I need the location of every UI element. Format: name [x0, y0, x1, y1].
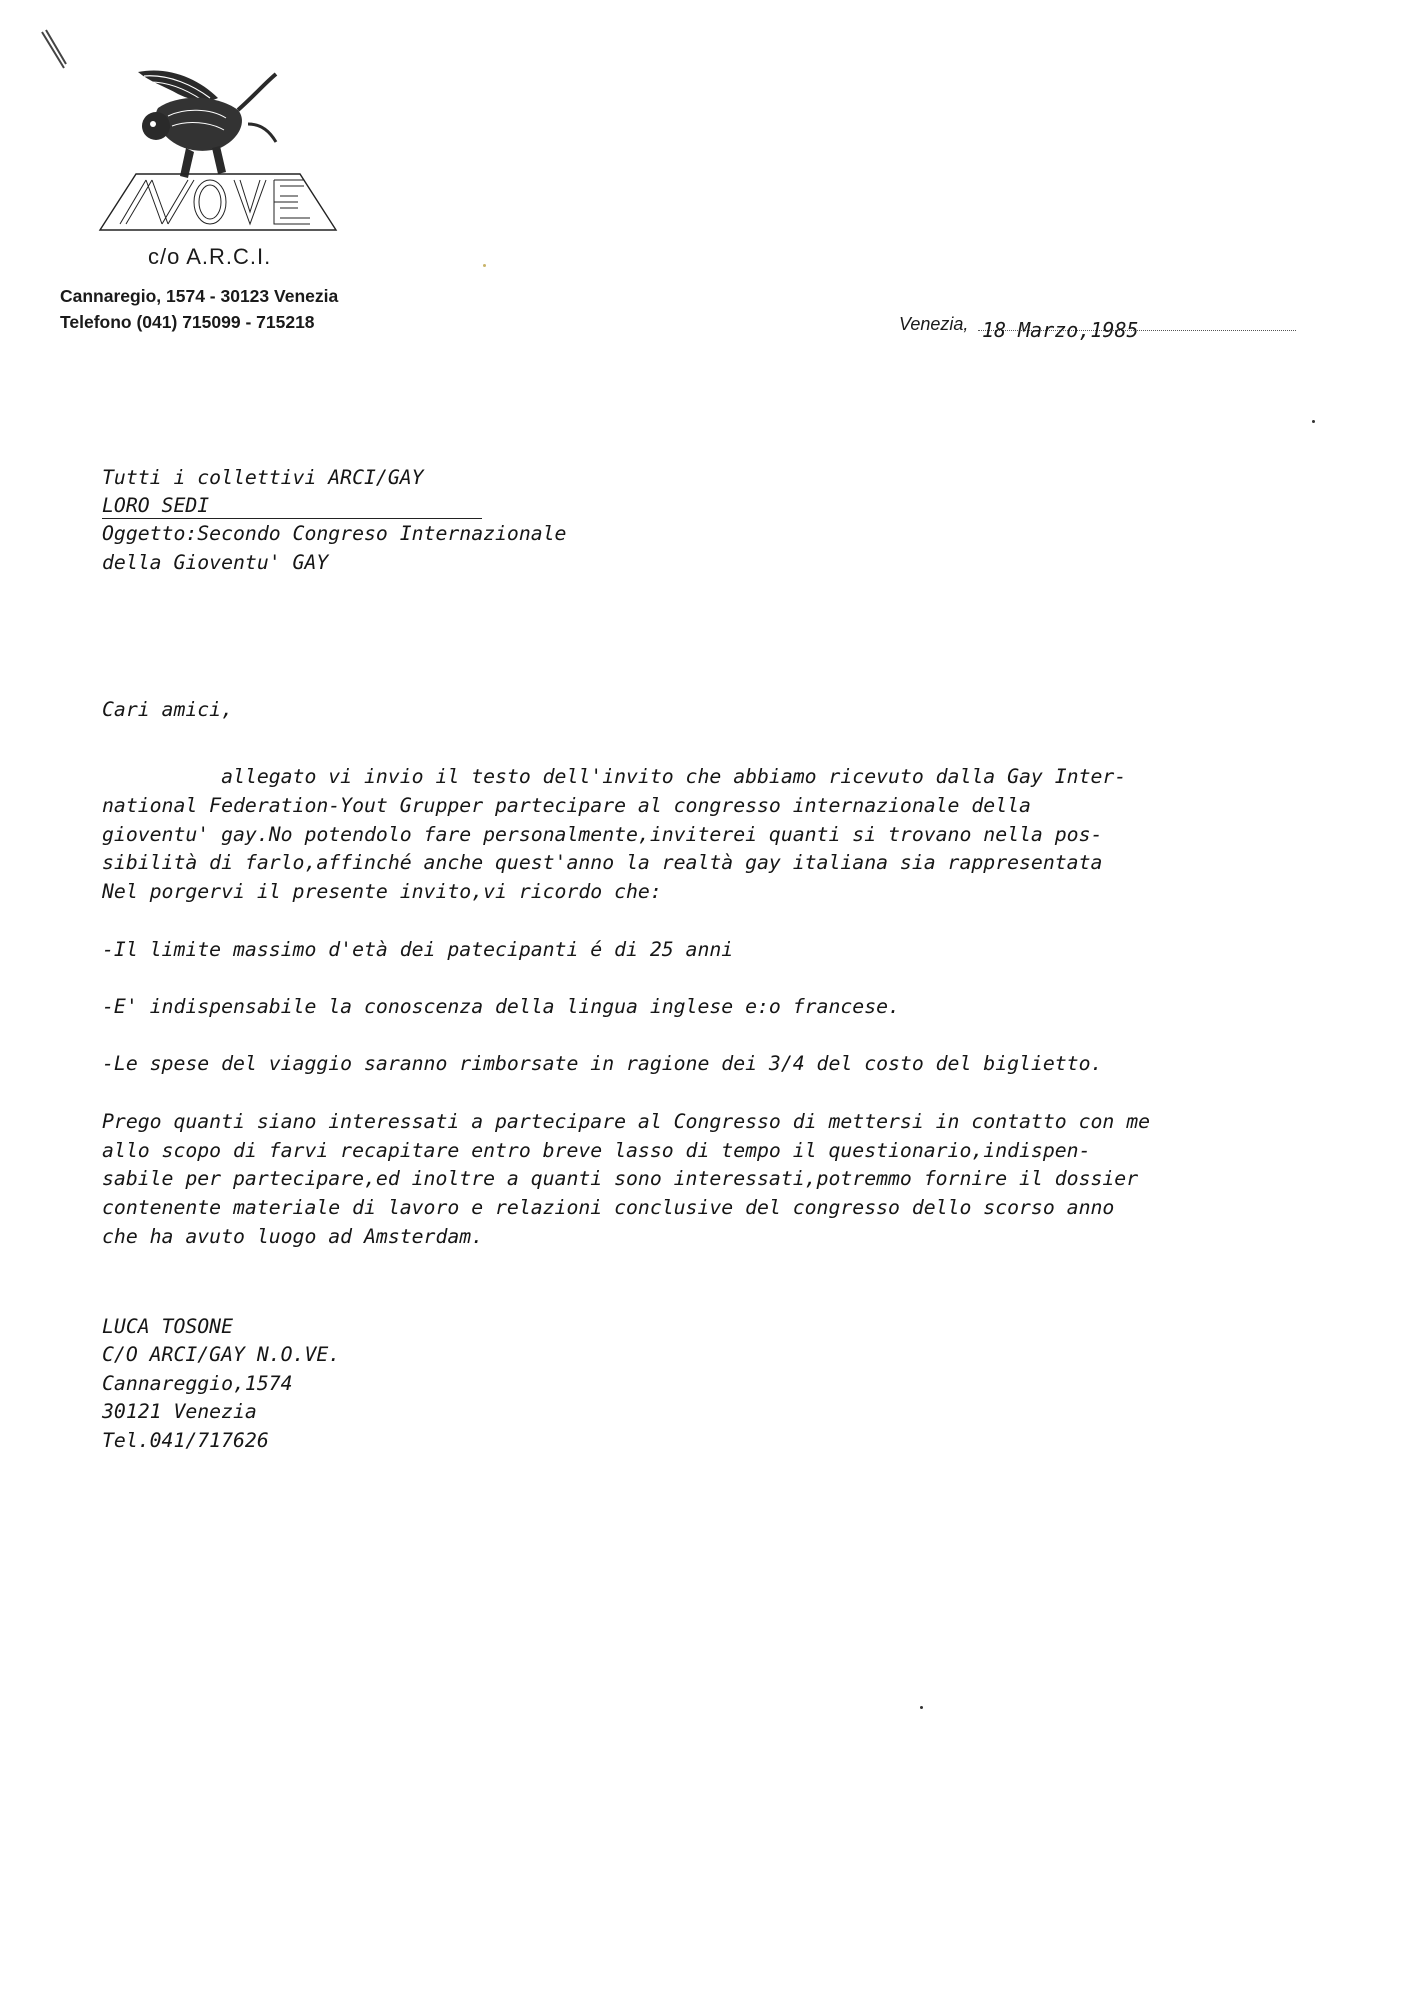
letterhead-care-of: c/o A.R.C.I. [148, 244, 272, 269]
paper-speck [920, 1706, 923, 1709]
date-label: Venezia, [899, 314, 969, 334]
body-line: sabile per partecipare,ed inoltre a quanti sono interessati,potremmo fornire il dossier [102, 1167, 1139, 1190]
body-line: che ha avuto luogo ad Amsterdam. [102, 1225, 484, 1248]
signature-phone: Tel.041/717626 [102, 1429, 269, 1452]
requirement-travel-costs: -Le spese del viaggio saranno rimborsate in ragione dei 3/4 del costo del biglietto. [102, 1052, 1103, 1075]
paper-speck [483, 264, 486, 267]
signature-org: C/O ARCI/GAY N.O.VE. [102, 1343, 341, 1366]
body-line: allegato vi invio il testo dell'invito che abbiamo ricevuto dalla Gay Inter- [102, 765, 1127, 788]
body-line: sibilità di farlo,affinché anche quest'anno la realtà gay italiana sia rappresentata [102, 851, 1103, 874]
paper-speck [1312, 420, 1315, 423]
winged-lion-nove-logo [98, 64, 338, 234]
subject-line-2: della Gioventu' GAY [102, 551, 329, 574]
body-line: Prego quanti siano interessati a partecipare al Congresso di mettersi in contatto con me [102, 1110, 1151, 1133]
requirement-age: -Il limite massimo d'età dei patecipanti é di 25 anni [102, 938, 734, 961]
requirement-language: -E' indispensabile la conoscenza della lingua inglese e:o francese. [102, 995, 900, 1018]
body-line: contenente materiale di lavoro e relazioni conclusive del congresso dello scorso anno [102, 1196, 1115, 1219]
greeting: Cari amici, [102, 698, 234, 721]
signature-name: LUCA TOSONE [102, 1315, 234, 1338]
recipient-line-2: LORO SEDI [102, 494, 210, 517]
recipient-underline [102, 518, 482, 519]
recipient-line-1: Tutti i collettivi ARCI/GAY [102, 466, 424, 489]
letterhead-phone: Telefono (041) 715099 - 715218 [60, 312, 315, 332]
body-line: national Federation-Yout Grupper partecipare al congresso internazionale della [102, 794, 1031, 817]
letterhead-address: Cannaregio, 1574 - 30123 Venezia [60, 286, 339, 306]
signature-city: 30121 Venezia [102, 1400, 257, 1423]
logo-text: NOVE [98, 64, 101, 65]
body-line: gioventu' gay.No potendolo fare personalmente,inviterei quanti si trovano nella pos- [102, 823, 1103, 846]
subject-line-1: Oggetto:Secondo Congreso Internazionale [102, 522, 567, 545]
date-value: 18 Marzo,1985 [982, 318, 1139, 342]
signature-street: Cannareggio,1574 [102, 1372, 293, 1395]
paperclip-mark [38, 28, 68, 76]
body-line: Nel porgervi il presente invito,vi ricordo che: [102, 880, 662, 903]
body-line: allo scopo di farvi recapitare entro breve lasso di tempo il questionario,indispen- [102, 1139, 1091, 1162]
